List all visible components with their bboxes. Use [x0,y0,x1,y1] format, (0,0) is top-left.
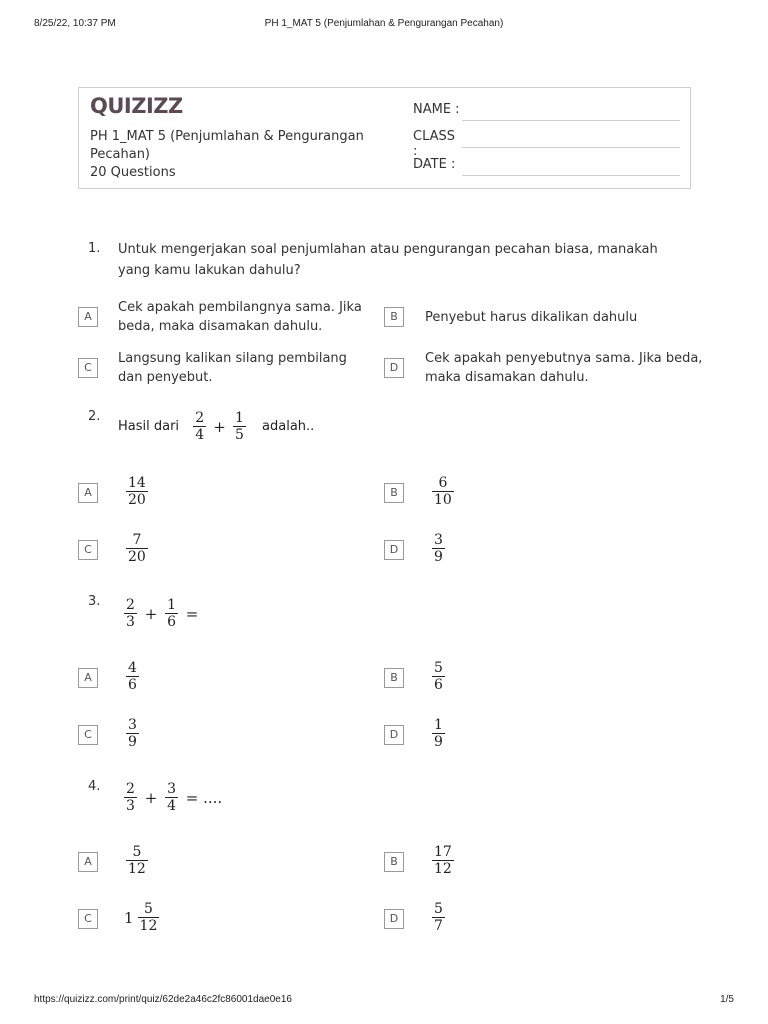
question-number: 1. [88,241,101,256]
option-letter-box[interactable]: B [384,307,404,327]
fraction-denominator: 4 [167,798,176,814]
option-letter-box[interactable]: C [78,725,98,745]
option-fraction [432,532,445,565]
fraction-denominator: 6 [128,677,137,693]
name-line[interactable] [462,120,680,121]
option-fraction [432,844,454,877]
fraction-denominator: 12 [139,918,158,934]
fraction-numerator: 1 [234,410,244,426]
option-text: Langsung kalikan silang pembilang dan penyebut. [118,351,347,385]
option-fraction [126,532,148,565]
fraction-denominator: 6 [167,614,176,630]
fraction [233,410,246,443]
class-line[interactable] [462,147,680,148]
date-field [413,157,461,172]
option-fraction [432,475,454,508]
fraction-numerator: 2 [126,597,135,613]
fraction-numerator: 5 [434,901,443,917]
option-letter-box[interactable]: C [78,358,98,378]
question-number: 2. [88,409,101,424]
print-title: PH 1_MAT 5 (Penjumlahan & Pengurangan Pecahan) [264,18,504,29]
option-letter-box[interactable]: D [384,540,404,560]
class-label: CLASS : [413,129,456,159]
option-letter-box[interactable]: B [384,483,404,503]
quiz-info-box [78,87,691,189]
date-label: DATE : [413,157,456,172]
fraction-denominator: 6 [434,677,443,693]
name-label: NAME : [413,102,460,117]
option-letter-box[interactable]: A [78,668,98,688]
fraction-denominator: 12 [434,861,452,877]
fraction-denominator: 12 [128,861,146,877]
fraction-numerator: 3 [434,532,443,548]
option-fraction [432,717,445,750]
fraction-numerator: 3 [128,717,137,733]
question-prefix: Hasil dari [118,419,180,434]
question-number: 4. [88,779,101,794]
option-fraction [126,660,139,693]
fraction-numerator: 6 [432,475,454,492]
fraction-denominator: 3 [126,614,135,630]
option-letter-box[interactable]: A [78,483,98,503]
fraction [193,410,206,443]
option-text: Penyebut harus dikalikan dahulu [425,310,638,325]
option-letter-box[interactable]: D [384,725,404,745]
option-fraction [126,717,139,750]
option-letter-box[interactable]: B [384,852,404,872]
option-text: Cek apakah pembilangnya sama. Jika beda, maka disamakan dahulu. [118,300,362,334]
fraction-denominator: 9 [434,549,443,565]
question-expression [124,597,201,630]
fraction-numerator: 4 [128,660,137,676]
fraction-denominator: 5 [234,427,244,443]
date-line[interactable] [462,175,680,176]
option-letter-box[interactable]: C [78,909,98,929]
class-field [413,129,461,159]
fraction-numerator: 1 [167,597,176,613]
option-letter-box[interactable]: B [384,668,404,688]
option-mixed-fraction [124,901,159,934]
option-letter-box[interactable]: D [384,358,404,378]
option-letter-box[interactable]: A [78,852,98,872]
operator: + [213,417,226,436]
option-fraction [432,901,445,934]
operator: + [144,604,158,623]
fraction-denominator: 9 [128,734,137,750]
question-suffix: adalah.. [262,419,315,434]
option-letter-box[interactable]: A [78,307,98,327]
option-fraction [126,475,148,508]
fraction-denominator: 20 [128,549,146,565]
option-text: Cek apakah penyebutnya sama. Jika beda, maka disamakan dahulu. [425,351,703,385]
print-datetime: 8/25/22, 10:37 PM [34,18,116,29]
fraction-denominator: 10 [434,492,452,508]
fraction-numerator: 2 [195,410,205,426]
fraction-numerator: 5 [138,901,160,918]
fraction-denominator: 7 [434,918,443,934]
fraction-denominator: 3 [126,798,135,814]
fraction-numerator: 17 [434,844,452,860]
whole-number: 1 [124,908,134,927]
page-number: 1/5 [720,994,734,1005]
question-number: 3. [88,594,101,609]
equals-sign: = [185,604,199,623]
question-text: Untuk mengerjakan soal penjumlahan atau pengurangan pecahan biasa, manakah yang kamu lakukan dahulu? [118,242,658,278]
fraction-numerator: 3 [167,781,176,797]
question-expression [124,781,225,814]
fraction-numerator: 2 [126,781,135,797]
operator: + [144,788,158,807]
name-field [413,102,461,117]
quizizz-logo: QUIZIZZ [90,94,183,118]
option-fraction [126,844,148,877]
fraction-numerator: 1 [434,717,443,733]
fraction-denominator: 4 [195,427,205,443]
fraction-numerator: 5 [434,660,443,676]
fraction-numerator: 5 [126,844,148,861]
fraction-numerator: 14 [128,475,146,491]
fraction-denominator: 20 [128,492,146,508]
fraction-denominator: 9 [434,734,443,750]
option-fraction [432,660,445,693]
equals-ellipsis: = .... [185,788,223,807]
option-letter-box[interactable]: C [78,540,98,560]
option-letter-box[interactable]: D [384,909,404,929]
quiz-title: PH 1_MAT 5 (Penjumlahan & Pengurangan Pecahan) [90,129,364,162]
question-expression [118,410,314,443]
fraction-numerator: 7 [126,532,148,549]
print-url[interactable]: https://quizizz.com/print/quiz/62de2a46c2fc86001dae0e16 [34,994,292,1005]
question-count: 20 Questions [90,165,176,180]
